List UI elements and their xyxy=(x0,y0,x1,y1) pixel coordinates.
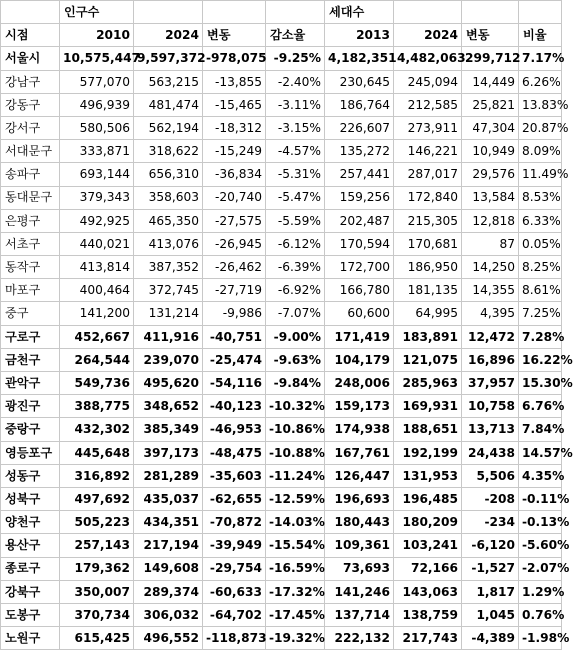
cell-hh-ratio: 7.84% xyxy=(519,418,562,441)
cell-pop-2024: 239,070 xyxy=(134,348,203,371)
cell-pop-change: -40,751 xyxy=(203,325,266,348)
cell-pop-change: -15,249 xyxy=(203,140,266,163)
table-row xyxy=(1,116,562,139)
cell-hh-change: 87 xyxy=(462,232,519,255)
table-row xyxy=(1,418,562,441)
table-row xyxy=(1,348,562,371)
cell-pop-2010: 333,871 xyxy=(60,140,134,163)
cell-hh-2013: 104,179 xyxy=(325,348,394,371)
cell-hh-2013: 166,780 xyxy=(325,279,394,302)
cell-pop-2010: 577,070 xyxy=(60,70,134,93)
cell-hh-change: 1,817 xyxy=(462,580,519,603)
table-row xyxy=(1,256,562,279)
table-row xyxy=(1,47,562,70)
cell-hh-change: 16,896 xyxy=(462,348,519,371)
column-header-pop-change: 변동 xyxy=(203,24,266,47)
group-header-blank xyxy=(519,1,562,24)
cell-hh-2024: 138,759 xyxy=(394,603,462,626)
cell-hh-change: -208 xyxy=(462,487,519,510)
cell-hh-2013: 222,132 xyxy=(325,627,394,650)
cell-hh-2013: 135,272 xyxy=(325,140,394,163)
table-row xyxy=(1,511,562,534)
cell-pop-2010: 445,648 xyxy=(60,441,134,464)
cell-district-name: 마포구 xyxy=(1,279,60,302)
cell-hh-change: 1,045 xyxy=(462,603,519,626)
cell-pop-change: -26,462 xyxy=(203,256,266,279)
cell-hh-ratio: -0.11% xyxy=(519,487,562,510)
cell-district-name: 동대문구 xyxy=(1,186,60,209)
cell-district-name: 중랑구 xyxy=(1,418,60,441)
cell-pop-2024: 413,076 xyxy=(134,232,203,255)
cell-pop-change: -26,945 xyxy=(203,232,266,255)
cell-district-name: 중구 xyxy=(1,302,60,325)
group-header-blank xyxy=(394,1,462,24)
cell-district-name: 은평구 xyxy=(1,209,60,232)
cell-hh-ratio: 0.05% xyxy=(519,232,562,255)
column-header-hh-2024: 2024 xyxy=(394,24,462,47)
cell-hh-2013: 73,693 xyxy=(325,557,394,580)
cell-district-name: 종로구 xyxy=(1,557,60,580)
cell-hh-ratio: 8.25% xyxy=(519,256,562,279)
cell-pop-rate: -6.12% xyxy=(266,232,325,255)
cell-pop-2024: 318,622 xyxy=(134,140,203,163)
cell-pop-2010: 400,464 xyxy=(60,279,134,302)
cell-district-name: 금천구 xyxy=(1,348,60,371)
cell-hh-2024: 212,585 xyxy=(394,93,462,116)
cell-hh-2024: 285,963 xyxy=(394,372,462,395)
cell-pop-2010: 264,544 xyxy=(60,348,134,371)
cell-pop-change: -60,633 xyxy=(203,580,266,603)
cell-pop-2010: 141,200 xyxy=(60,302,134,325)
cell-district-name: 강북구 xyxy=(1,580,60,603)
cell-pop-change: -20,740 xyxy=(203,186,266,209)
cell-hh-ratio: 11.49% xyxy=(519,163,562,186)
cell-pop-change: -27,719 xyxy=(203,279,266,302)
cell-pop-change: -40,123 xyxy=(203,395,266,418)
cell-pop-2024: 149,608 xyxy=(134,557,203,580)
cell-pop-2024: 348,652 xyxy=(134,395,203,418)
cell-pop-2024: 217,194 xyxy=(134,534,203,557)
cell-hh-ratio: 15.30% xyxy=(519,372,562,395)
cell-pop-rate: -3.11% xyxy=(266,93,325,116)
cell-pop-rate: -16.59% xyxy=(266,557,325,580)
group-header-blank xyxy=(462,1,519,24)
table-row xyxy=(1,534,562,557)
cell-pop-2010: 432,302 xyxy=(60,418,134,441)
cell-pop-2024: 281,289 xyxy=(134,464,203,487)
cell-hh-change: 12,472 xyxy=(462,325,519,348)
cell-pop-2010: 549,736 xyxy=(60,372,134,395)
cell-pop-rate: -5.47% xyxy=(266,186,325,209)
cell-hh-change: 13,584 xyxy=(462,186,519,209)
cell-hh-change: 10,949 xyxy=(462,140,519,163)
cell-hh-change: 10,758 xyxy=(462,395,519,418)
cell-hh-2013: 174,938 xyxy=(325,418,394,441)
cell-pop-2010: 388,775 xyxy=(60,395,134,418)
cell-hh-ratio: -0.13% xyxy=(519,511,562,534)
cell-district-name: 서초구 xyxy=(1,232,60,255)
cell-pop-rate: -11.24% xyxy=(266,464,325,487)
cell-hh-2024: 72,166 xyxy=(394,557,462,580)
cell-pop-2010: 379,343 xyxy=(60,186,134,209)
cell-hh-2024: 103,241 xyxy=(394,534,462,557)
table-row xyxy=(1,557,562,580)
group-header-blank xyxy=(266,1,325,24)
table-row xyxy=(1,140,562,163)
cell-pop-2024: 496,552 xyxy=(134,627,203,650)
cell-pop-rate: -9.63% xyxy=(266,348,325,371)
column-header-pop-2010: 2010 xyxy=(60,24,134,47)
cell-district-name: 도봉구 xyxy=(1,603,60,626)
cell-pop-2010: 496,939 xyxy=(60,93,134,116)
cell-district-name: 구로구 xyxy=(1,325,60,348)
cell-hh-ratio: -1.98% xyxy=(519,627,562,650)
cell-hh-2024: 170,681 xyxy=(394,232,462,255)
cell-hh-2024: 186,950 xyxy=(394,256,462,279)
cell-pop-2010: 257,143 xyxy=(60,534,134,557)
cell-hh-2013: 202,487 xyxy=(325,209,394,232)
cell-hh-change: 13,713 xyxy=(462,418,519,441)
cell-hh-change: 29,576 xyxy=(462,163,519,186)
cell-hh-ratio: 8.61% xyxy=(519,279,562,302)
table-row xyxy=(1,186,562,209)
cell-pop-2024: 434,351 xyxy=(134,511,203,534)
cell-pop-rate: -6.39% xyxy=(266,256,325,279)
cell-district-name: 강서구 xyxy=(1,116,60,139)
cell-pop-rate: -2.40% xyxy=(266,70,325,93)
cell-hh-2024: 180,209 xyxy=(394,511,462,534)
cell-hh-ratio: 7.17% xyxy=(519,47,562,70)
cell-pop-2024: 435,037 xyxy=(134,487,203,510)
cell-pop-2024: 289,374 xyxy=(134,580,203,603)
column-header-pop-rate: 감소율 xyxy=(266,24,325,47)
cell-pop-rate: -7.07% xyxy=(266,302,325,325)
cell-hh-2024: 245,094 xyxy=(394,70,462,93)
cell-pop-2010: 179,362 xyxy=(60,557,134,580)
cell-hh-ratio: 0.76% xyxy=(519,603,562,626)
cell-pop-rate: -10.32% xyxy=(266,395,325,418)
cell-hh-change: 12,818 xyxy=(462,209,519,232)
cell-hh-ratio: -2.07% xyxy=(519,557,562,580)
cell-hh-change: 5,506 xyxy=(462,464,519,487)
cell-hh-2024: 131,953 xyxy=(394,464,462,487)
cell-pop-2024: 411,916 xyxy=(134,325,203,348)
cell-hh-2013: 248,006 xyxy=(325,372,394,395)
cell-district-name: 동작구 xyxy=(1,256,60,279)
table-row xyxy=(1,302,562,325)
cell-pop-rate: -4.57% xyxy=(266,140,325,163)
cell-district-name: 강동구 xyxy=(1,93,60,116)
cell-hh-ratio: 8.53% xyxy=(519,186,562,209)
cell-pop-2024: 481,474 xyxy=(134,93,203,116)
cell-pop-rate: -15.54% xyxy=(266,534,325,557)
cell-hh-2024: 196,485 xyxy=(394,487,462,510)
cell-district-name: 노원구 xyxy=(1,627,60,650)
group-header-households: 세대수 xyxy=(325,1,394,24)
cell-pop-2024: 465,350 xyxy=(134,209,203,232)
column-header-hh-ratio: 비율 xyxy=(519,24,562,47)
cell-district-name: 용산구 xyxy=(1,534,60,557)
cell-hh-ratio: 7.25% xyxy=(519,302,562,325)
cell-pop-change: -29,754 xyxy=(203,557,266,580)
cell-hh-2013: 170,594 xyxy=(325,232,394,255)
cell-hh-ratio: 13.83% xyxy=(519,93,562,116)
cell-pop-rate: -10.86% xyxy=(266,418,325,441)
cell-pop-change: -13,855 xyxy=(203,70,266,93)
cell-pop-rate: -9.84% xyxy=(266,372,325,395)
cell-pop-change: -978,075 xyxy=(203,47,266,70)
group-header-blank xyxy=(1,1,60,24)
cell-district-name: 성북구 xyxy=(1,487,60,510)
table-row xyxy=(1,93,562,116)
cell-hh-ratio: 1.29% xyxy=(519,580,562,603)
cell-pop-change: -36,834 xyxy=(203,163,266,186)
cell-hh-2024: 188,651 xyxy=(394,418,462,441)
column-header-hh-2013: 2013 xyxy=(325,24,394,47)
table-row xyxy=(1,232,562,255)
cell-pop-rate: -6.92% xyxy=(266,279,325,302)
cell-hh-2024: 181,135 xyxy=(394,279,462,302)
cell-hh-2024: 215,305 xyxy=(394,209,462,232)
cell-hh-2024: 169,931 xyxy=(394,395,462,418)
cell-pop-2024: 397,173 xyxy=(134,441,203,464)
table-row xyxy=(1,580,562,603)
cell-pop-2010: 615,425 xyxy=(60,627,134,650)
cell-pop-2010: 497,692 xyxy=(60,487,134,510)
cell-hh-2013: 137,714 xyxy=(325,603,394,626)
cell-hh-change: 25,821 xyxy=(462,93,519,116)
cell-pop-change: -39,949 xyxy=(203,534,266,557)
cell-district-name: 양천구 xyxy=(1,511,60,534)
cell-pop-2010: 505,223 xyxy=(60,511,134,534)
cell-pop-change: -35,603 xyxy=(203,464,266,487)
cell-pop-rate: -19.32% xyxy=(266,627,325,650)
cell-pop-change: -64,702 xyxy=(203,603,266,626)
column-header-row xyxy=(1,24,562,47)
table-row xyxy=(1,372,562,395)
cell-pop-2024: 495,620 xyxy=(134,372,203,395)
cell-pop-rate: -14.03% xyxy=(266,511,325,534)
cell-hh-2024: 192,199 xyxy=(394,441,462,464)
cell-pop-change: -118,873 xyxy=(203,627,266,650)
cell-district-name: 영등포구 xyxy=(1,441,60,464)
cell-hh-2013: 172,700 xyxy=(325,256,394,279)
cell-hh-2024: 172,840 xyxy=(394,186,462,209)
table-row xyxy=(1,441,562,464)
cell-pop-2010: 440,021 xyxy=(60,232,134,255)
cell-hh-2024: 287,017 xyxy=(394,163,462,186)
cell-hh-2013: 109,361 xyxy=(325,534,394,557)
table-row xyxy=(1,464,562,487)
cell-pop-2024: 387,352 xyxy=(134,256,203,279)
cell-pop-change: -62,655 xyxy=(203,487,266,510)
table-row xyxy=(1,395,562,418)
cell-pop-change: -18,312 xyxy=(203,116,266,139)
cell-hh-ratio: 7.28% xyxy=(519,325,562,348)
cell-pop-rate: -5.31% xyxy=(266,163,325,186)
cell-hh-2013: 141,246 xyxy=(325,580,394,603)
cell-hh-2024: 273,911 xyxy=(394,116,462,139)
cell-pop-2010: 580,506 xyxy=(60,116,134,139)
cell-hh-2013: 186,764 xyxy=(325,93,394,116)
cell-hh-change: 47,304 xyxy=(462,116,519,139)
cell-hh-change: -4,389 xyxy=(462,627,519,650)
cell-pop-change: -46,953 xyxy=(203,418,266,441)
cell-pop-2024: 131,214 xyxy=(134,302,203,325)
cell-hh-2013: 230,645 xyxy=(325,70,394,93)
cell-pop-2024: 358,603 xyxy=(134,186,203,209)
column-header-pop-2024: 2024 xyxy=(134,24,203,47)
cell-hh-ratio: 8.09% xyxy=(519,140,562,163)
cell-district-name: 강남구 xyxy=(1,70,60,93)
cell-hh-ratio: 16.22% xyxy=(519,348,562,371)
cell-pop-2024: 656,310 xyxy=(134,163,203,186)
cell-pop-2010: 10,575,447 xyxy=(60,47,134,70)
table-row xyxy=(1,70,562,93)
cell-hh-ratio: 20.87% xyxy=(519,116,562,139)
table-row xyxy=(1,603,562,626)
cell-district-name: 관악구 xyxy=(1,372,60,395)
cell-pop-change: -48,475 xyxy=(203,441,266,464)
cell-hh-2013: 226,607 xyxy=(325,116,394,139)
group-header-row xyxy=(1,1,562,24)
table-row xyxy=(1,325,562,348)
cell-hh-2024: 64,995 xyxy=(394,302,462,325)
cell-hh-2013: 4,182,351 xyxy=(325,47,394,70)
column-header-hh-change: 변동 xyxy=(462,24,519,47)
cell-hh-2013: 126,447 xyxy=(325,464,394,487)
cell-hh-2024: 121,075 xyxy=(394,348,462,371)
cell-hh-ratio: 6.26% xyxy=(519,70,562,93)
cell-pop-2010: 316,892 xyxy=(60,464,134,487)
cell-pop-2010: 350,007 xyxy=(60,580,134,603)
table-row xyxy=(1,279,562,302)
cell-hh-change: -1,527 xyxy=(462,557,519,580)
cell-hh-ratio: 4.35% xyxy=(519,464,562,487)
cell-hh-change: 14,449 xyxy=(462,70,519,93)
cell-pop-change: -70,872 xyxy=(203,511,266,534)
cell-pop-2024: 385,349 xyxy=(134,418,203,441)
cell-district-name: 광진구 xyxy=(1,395,60,418)
cell-hh-change: -6,120 xyxy=(462,534,519,557)
cell-pop-2010: 693,144 xyxy=(60,163,134,186)
cell-pop-2010: 370,734 xyxy=(60,603,134,626)
cell-hh-2013: 159,256 xyxy=(325,186,394,209)
cell-pop-rate: -9.00% xyxy=(266,325,325,348)
cell-hh-change: 4,395 xyxy=(462,302,519,325)
cell-district-name: 서울시 xyxy=(1,47,60,70)
table-row xyxy=(1,163,562,186)
cell-hh-change: 299,712 xyxy=(462,47,519,70)
cell-hh-2013: 171,419 xyxy=(325,325,394,348)
cell-hh-ratio: -5.60% xyxy=(519,534,562,557)
cell-hh-2013: 60,600 xyxy=(325,302,394,325)
cell-pop-rate: -12.59% xyxy=(266,487,325,510)
cell-pop-rate: -3.15% xyxy=(266,116,325,139)
cell-hh-2024: 146,221 xyxy=(394,140,462,163)
cell-hh-2013: 180,443 xyxy=(325,511,394,534)
group-header-population: 인구수 xyxy=(60,1,134,24)
cell-pop-2010: 413,814 xyxy=(60,256,134,279)
cell-hh-change: 24,438 xyxy=(462,441,519,464)
cell-hh-change: -234 xyxy=(462,511,519,534)
cell-hh-2024: 4,482,063 xyxy=(394,47,462,70)
cell-pop-2024: 372,745 xyxy=(134,279,203,302)
column-header-district: 시점 xyxy=(1,24,60,47)
cell-hh-ratio: 6.33% xyxy=(519,209,562,232)
cell-pop-2010: 492,925 xyxy=(60,209,134,232)
cell-hh-ratio: 14.57% xyxy=(519,441,562,464)
cell-pop-rate: -17.32% xyxy=(266,580,325,603)
cell-hh-2013: 167,761 xyxy=(325,441,394,464)
cell-pop-2010: 452,667 xyxy=(60,325,134,348)
cell-hh-change: 14,355 xyxy=(462,279,519,302)
cell-pop-2024: 9,597,372 xyxy=(134,47,203,70)
cell-pop-change: -27,575 xyxy=(203,209,266,232)
cell-pop-change: -15,465 xyxy=(203,93,266,116)
cell-district-name: 송파구 xyxy=(1,163,60,186)
cell-pop-2024: 306,032 xyxy=(134,603,203,626)
table-row xyxy=(1,209,562,232)
cell-hh-2013: 257,441 xyxy=(325,163,394,186)
table-row xyxy=(1,627,562,650)
cell-pop-2024: 562,194 xyxy=(134,116,203,139)
cell-district-name: 서대문구 xyxy=(1,140,60,163)
cell-pop-rate: -17.45% xyxy=(266,603,325,626)
cell-hh-change: 14,250 xyxy=(462,256,519,279)
cell-pop-rate: -10.88% xyxy=(266,441,325,464)
cell-hh-2013: 196,693 xyxy=(325,487,394,510)
group-header-blank xyxy=(203,1,266,24)
cell-pop-change: -54,116 xyxy=(203,372,266,395)
cell-pop-rate: -5.59% xyxy=(266,209,325,232)
cell-pop-change: -9,986 xyxy=(203,302,266,325)
cell-hh-2024: 143,063 xyxy=(394,580,462,603)
cell-hh-2024: 217,743 xyxy=(394,627,462,650)
cell-hh-2024: 183,891 xyxy=(394,325,462,348)
group-header-blank xyxy=(134,1,203,24)
cell-hh-2013: 159,173 xyxy=(325,395,394,418)
cell-district-name: 성동구 xyxy=(1,464,60,487)
cell-pop-2024: 563,215 xyxy=(134,70,203,93)
cell-pop-change: -25,474 xyxy=(203,348,266,371)
cell-hh-change: 37,957 xyxy=(462,372,519,395)
cell-hh-ratio: 6.76% xyxy=(519,395,562,418)
cell-pop-rate: -9.25% xyxy=(266,47,325,70)
table-row xyxy=(1,487,562,510)
